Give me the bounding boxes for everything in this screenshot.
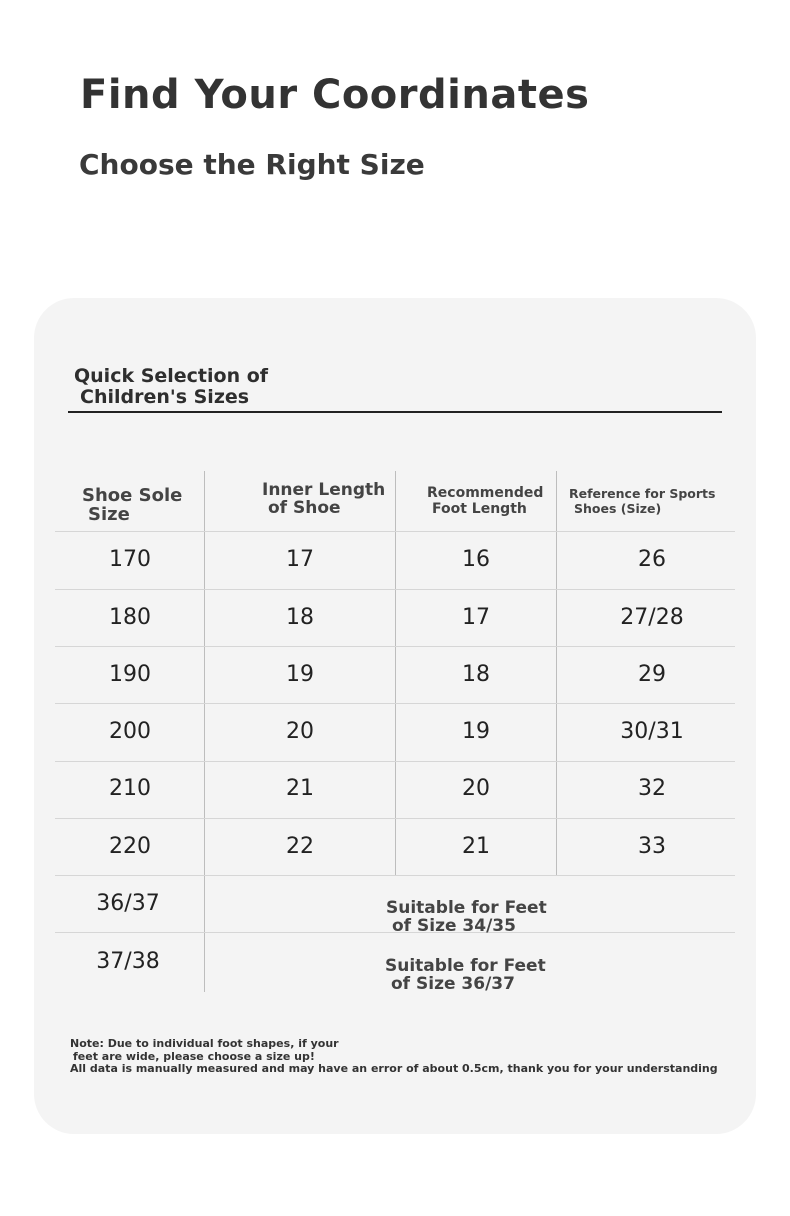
table-cell-inner-length: 22 — [286, 834, 314, 859]
page-subtitle: Choose the Right Size — [79, 148, 425, 181]
header-sports-shoe-size — [569, 487, 715, 516]
table-row-divider — [55, 589, 735, 590]
table-cell-foot-length: 19 — [462, 719, 490, 744]
table-merged-note-line2: of Size 36/37 — [391, 974, 515, 994]
footnote-line3: All data is manually measured and may have an error of about 0.5cm, thank you for your understanding — [70, 1062, 718, 1075]
footnote-line2: feet are wide, please choose a size up! — [73, 1049, 315, 1063]
table-cell-sports-size: 30/31 — [620, 719, 684, 744]
header-inner-length-line1: Inner Length — [262, 480, 386, 500]
section-divider — [68, 411, 722, 413]
footnote-line1: Note: Due to individual foot shapes, if your — [70, 1037, 339, 1050]
table-cell-foot-length: 18 — [462, 662, 490, 687]
section-title — [74, 366, 268, 408]
table-cell-sports-size: 27/28 — [620, 605, 684, 630]
table-cell-inner-length: 20 — [286, 719, 314, 744]
header-sports-shoe-size-line1: Reference for Sports — [569, 486, 716, 501]
table-cell-sole-size: 190 — [109, 662, 151, 687]
table-cell-foot-length: 20 — [462, 776, 490, 801]
table-merged-note — [386, 899, 547, 935]
header-shoe-sole-size-line1: Shoe Sole — [82, 485, 183, 506]
header-inner-length — [262, 481, 385, 517]
section-title-line2: Children's Sizes — [80, 386, 250, 408]
footnote — [70, 1038, 718, 1076]
section-title-line1: Quick Selection of — [74, 365, 269, 387]
header-shoe-sole-size — [82, 486, 182, 524]
table-cell-sports-size: 26 — [638, 547, 666, 572]
header-foot-length-line2: Foot Length — [432, 501, 527, 517]
table-cell-sports-size: 33 — [638, 834, 666, 859]
table-cell-sole-size: 37/38 — [96, 949, 160, 974]
header-shoe-sole-size-line2: Size — [88, 504, 130, 525]
header-foot-length — [427, 485, 543, 517]
table-cell-sports-size: 32 — [638, 776, 666, 801]
table-cell-sole-size: 36/37 — [96, 891, 160, 916]
table-row-divider — [55, 761, 735, 762]
table-cell-inner-length: 17 — [286, 547, 314, 572]
table-cell-sports-size: 29 — [638, 662, 666, 687]
table-cell-foot-length: 16 — [462, 547, 490, 572]
header-inner-length-line2: of Shoe — [268, 498, 341, 518]
page-title: Find Your Coordinates — [80, 72, 590, 118]
header-sports-shoe-size-line2: Shoes (Size) — [574, 500, 662, 516]
table-row-divider — [55, 703, 735, 704]
table-cell-sole-size: 180 — [109, 605, 151, 630]
table-cell-sole-size: 220 — [109, 834, 151, 859]
table-cell-foot-length: 17 — [462, 605, 490, 630]
table-merged-note — [385, 957, 546, 993]
table-merged-note-line1: Suitable for Feet — [386, 898, 547, 918]
table-cell-sole-size: 210 — [109, 776, 151, 801]
table-cell-inner-length: 21 — [286, 776, 314, 801]
table-merged-note-line2: of Size 34/35 — [392, 916, 516, 936]
table-row-divider — [55, 531, 735, 532]
table-row-divider — [55, 818, 735, 819]
table-cell-sole-size: 200 — [109, 719, 151, 744]
table-merged-note-line1: Suitable for Feet — [385, 956, 546, 976]
header-foot-length-line1: Recommended — [427, 485, 544, 501]
table-row-divider — [55, 875, 735, 876]
table-cell-inner-length: 19 — [286, 662, 314, 687]
table-cell-foot-length: 21 — [462, 834, 490, 859]
table-cell-sole-size: 170 — [109, 547, 151, 572]
table-row-divider — [55, 646, 735, 647]
table-cell-inner-length: 18 — [286, 605, 314, 630]
